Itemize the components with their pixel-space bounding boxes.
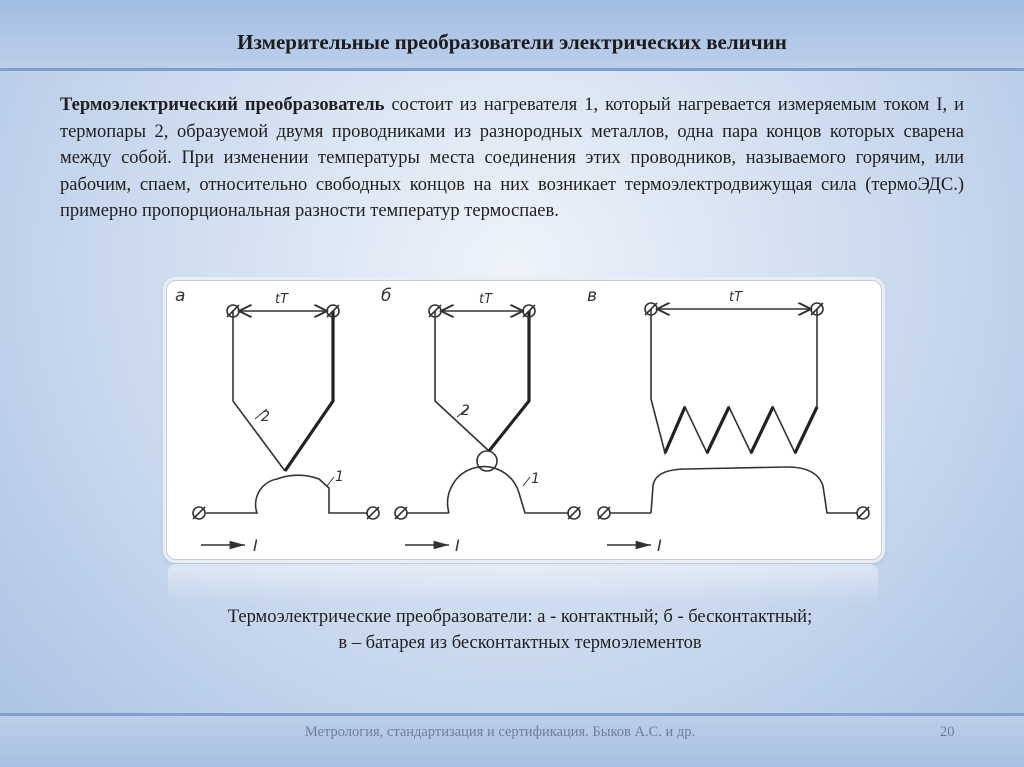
panel-c bbox=[598, 303, 869, 545]
heater-label-a: 1 bbox=[335, 469, 344, 485]
thermocouple-diagram bbox=[167, 281, 881, 559]
page-number: 20 bbox=[940, 724, 955, 740]
slide-title: Измерительные преобразователи электрических величин bbox=[237, 30, 787, 54]
paragraph-body: состоит из нагревателя 1, который нагревается измеряемым током I, и термопары 2, образуемой двумя проводниками из разнородных металлов, одна пара концов которых сварена между собой. При изменении температуры места соединения этих проводников, называемого горячим, или рабочим, спаем, относительно свободных концов на них возникает термоэлектродвижущая сила (термоЭДС.) примерно пропорциональная разности температур термоспаев. bbox=[60, 95, 964, 221]
panel-a-label: а bbox=[175, 286, 186, 306]
current-label-b: I bbox=[455, 536, 460, 555]
thermocouple-label-b: 2 bbox=[461, 403, 470, 419]
thermocouple-label-a: 2 bbox=[261, 409, 270, 425]
caption-line-2: в – батарея из бесконтактных термоэлементов bbox=[338, 633, 702, 653]
output-label-c: tT bbox=[729, 290, 743, 305]
panel-c-label: в bbox=[587, 286, 598, 306]
figure-caption bbox=[0, 604, 1024, 656]
output-label-a: tT bbox=[275, 292, 289, 307]
caption-line-1: Термоэлектрические преобразователи: а - контактный; б - бесконтактный; bbox=[227, 607, 813, 627]
panel-b bbox=[395, 305, 580, 545]
terminal-symbol bbox=[193, 305, 379, 519]
panel-a bbox=[193, 305, 379, 545]
output-label-b: tT bbox=[479, 292, 493, 307]
footer-text: Метрология, стандартизация и сертификация. Быков А.С. и др. bbox=[304, 724, 696, 740]
terminal-symbol bbox=[598, 303, 869, 519]
heater-label-b: 1 bbox=[531, 471, 540, 487]
header-divider bbox=[0, 68, 1024, 71]
description-paragraph bbox=[60, 92, 964, 225]
thermocouple-figure bbox=[166, 280, 882, 560]
figure-reflection bbox=[168, 564, 878, 604]
panel-b-label: б bbox=[381, 286, 392, 306]
terminal-symbol bbox=[395, 305, 580, 519]
current-label-c: I bbox=[657, 536, 662, 555]
paragraph-lead-term: Термоэлектрический преобразователь bbox=[60, 95, 385, 115]
current-label-a: I bbox=[253, 536, 258, 555]
